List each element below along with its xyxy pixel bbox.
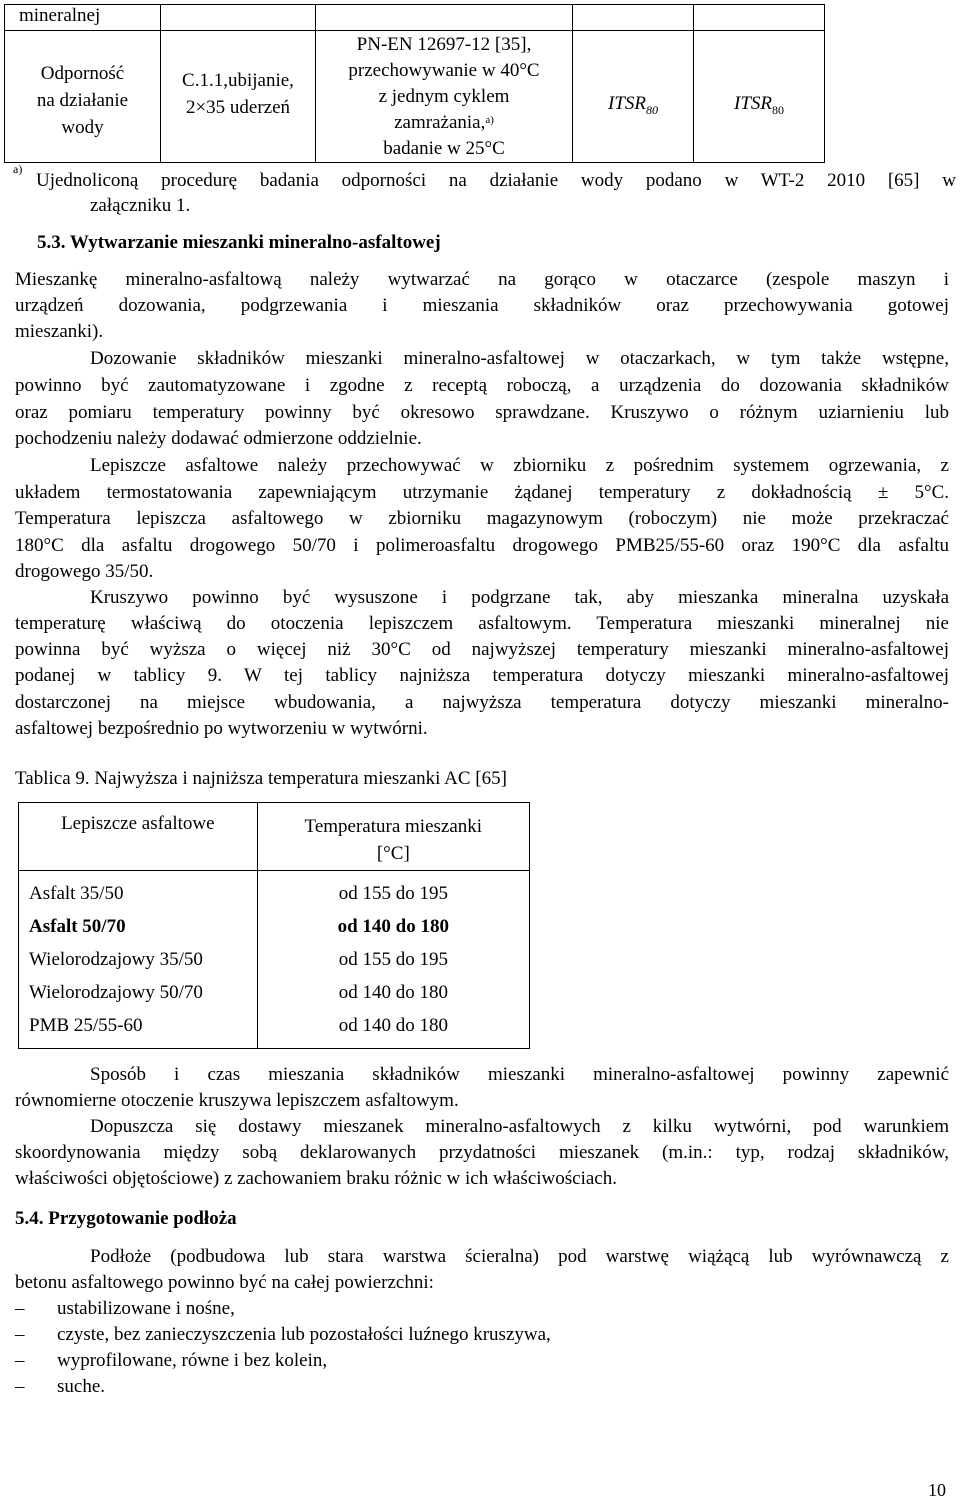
bullet-dash: – xyxy=(15,1350,25,1371)
paragraph-line: powinna być wyższa o więcej niż 30°C od najwyższej temperatury mieszanki mineralno-asfaltowej xyxy=(15,639,949,660)
table-cell: mineralnej xyxy=(5,5,161,31)
bullet-dash: – xyxy=(15,1298,25,1319)
paragraph-line: mieszanki). xyxy=(15,321,104,342)
paragraph-line: temperaturę właściwą do otoczenia lepiszczem asfaltowym. Temperatura mieszanki mineralnej nie xyxy=(15,613,949,634)
paragraph-line: asfaltowej bezpośrednio po wytworzeniu w wytwórni. xyxy=(15,718,428,739)
bullet-dash: – xyxy=(15,1376,25,1397)
paragraph-line: drogowego 35/50. xyxy=(15,561,154,582)
table-cell: od 140 do 180 xyxy=(337,916,449,937)
paragraph-line: Podłoże (podbudowa lub stara warstwa ścieralna) pod warstwę wiążącą lub wyrównawczą z xyxy=(90,1246,949,1267)
footnote-text: Ujednoliconą procedurę badania odporności na działanie wody podano w WT-2 2010 [65] w xyxy=(36,170,956,191)
footnote-mark: a) xyxy=(13,162,23,176)
paragraph-line: równomierne otoczenie kruszywa lepiszczem asfaltowym. xyxy=(15,1090,459,1111)
binder-column xyxy=(19,871,258,1049)
temperature-table xyxy=(18,802,530,1049)
table-header: Temperatura mieszanki [°C] xyxy=(257,803,529,871)
list-item: suche. xyxy=(57,1376,106,1397)
table-cell: od 140 do 180 xyxy=(338,1015,448,1036)
page-number: 10 xyxy=(928,1480,946,1500)
paragraph-line: układem termostatowania zapewniającym utrzymanie żądanej temperatury z dokładnością ± 5°C. xyxy=(15,482,949,503)
paragraph-line: podanej w tablicy 9. W tej tablicy najniższa temperatura dotyczy mieszanki mineralno-asfaltowej xyxy=(15,665,949,686)
temperature-column xyxy=(257,871,529,1049)
paragraph-line: Dopuszcza się dostawy mieszanek mineralno-asfaltowych z kilku wytwórni, pod warunkiem xyxy=(90,1116,949,1137)
paragraph-line: skoordynowania między sobą deklarowanych przydatności mieszanek (m.in.: typ, rodzaj składników, xyxy=(15,1142,949,1163)
footnote-text: załączniku 1. xyxy=(90,195,191,216)
table-caption: Tablica 9. Najwyższa i najniższa temperatura mieszanki AC [65] xyxy=(15,768,507,789)
bullet-dash: – xyxy=(15,1324,25,1345)
table-cell: od 155 do 195 xyxy=(338,949,448,970)
paragraph-line: betonu asfaltowego powinno być na całej powierzchni: xyxy=(15,1272,434,1293)
list-item: czyste, bez zanieczyszczenia lub pozostałości luźnego kruszywa, xyxy=(57,1324,551,1345)
table-row: Asfalt 50/70 xyxy=(29,916,126,937)
paragraph-line: Sposób i czas mieszania składników mieszanki mineralno-asfaltowej powinny zapewnić xyxy=(90,1064,949,1085)
paragraph-line: Mieszankę mineralno-asfaltową należy wytwarzać na gorąco w otaczarce (zespole maszyn i xyxy=(15,269,949,290)
section-heading: 5.4. Przygotowanie podłoża xyxy=(15,1208,237,1229)
list-item: wyprofilowane, równe i bez kolein, xyxy=(57,1350,328,1371)
properties-table xyxy=(4,4,825,163)
paragraph-line: Temperatura lepiszcza asfaltowego w zbiorniku magazynowym (roboczym) nie może przekraczać xyxy=(15,508,949,529)
table-cell: od 140 do 180 xyxy=(338,982,448,1003)
list-item: ustabilizowane i nośne, xyxy=(57,1298,235,1319)
table-cell: Odporność na działanie wody xyxy=(5,31,161,163)
table-cell: C.1.1,ubijanie, 2×35 uderzeń xyxy=(161,31,316,163)
paragraph-line: pochodzeniu należy dodawać odmierzone oddzielnie. xyxy=(15,428,422,449)
paragraph-line: Dozowanie składników mieszanki mineralno-asfaltowej w otaczarkach, w tym także wstępne, xyxy=(90,348,949,369)
paragraph-line: urządzeń dozowania, podgrzewania i mieszania składników oraz przechowywania gotowej xyxy=(15,295,949,316)
paragraph-line: właściwości objętościowe) z zachowaniem braku różnic w ich właściwościach. xyxy=(15,1168,617,1189)
table-cell: $ITSR_{80}$ xyxy=(694,31,825,163)
paragraph-line: Kruszywo powinno być wysuszone i podgrzane tak, aby mieszanka mineralna uzyskała xyxy=(90,587,949,608)
table-cell: $ITSR_{80}$ xyxy=(573,31,694,163)
paragraph-line: dostarczonej na miejsce wbudowania, a najwyższa temperatura dotyczy mieszanki mineralno- xyxy=(15,692,949,713)
paragraph-line: powinno być zautomatyzowane i zgodne z receptą roboczą, a urządzenia do dozowania składników xyxy=(15,375,949,396)
table-header: Lepiszcze asfaltowe xyxy=(19,803,258,871)
table-cell: PN-EN 12697-12 [35], przechowywanie w 40°C z jednym cyklem zamrażania,$^{a)}$ badanie w 25°C xyxy=(316,31,573,163)
paragraph-line: Lepiszcze asfaltowe należy przechowywać w zbiorniku z pośrednim systemem ogrzewania, z xyxy=(90,455,949,476)
table-cell: od 155 do 195 xyxy=(338,883,448,904)
table-row: Asfalt 35/50 xyxy=(29,883,124,904)
section-heading: 5.3. Wytwarzanie mieszanki mineralno-asfaltowej xyxy=(37,232,441,253)
paragraph-line: 180°C dla asfaltu drogowego 50/70 i polimeroasfaltu drogowego PMB25/55-60 oraz 190°C dla asfaltu xyxy=(15,535,949,556)
table-row: Wielorodzajowy 50/70 xyxy=(29,982,203,1003)
paragraph-line: oraz pomiaru temperatury powinny być okresowo sprawdzane. Kruszywo o różnym uziarnieniu lub xyxy=(15,402,949,423)
table-row: Wielorodzajowy 35/50 xyxy=(29,949,203,970)
table-row: PMB 25/55-60 xyxy=(29,1015,143,1036)
